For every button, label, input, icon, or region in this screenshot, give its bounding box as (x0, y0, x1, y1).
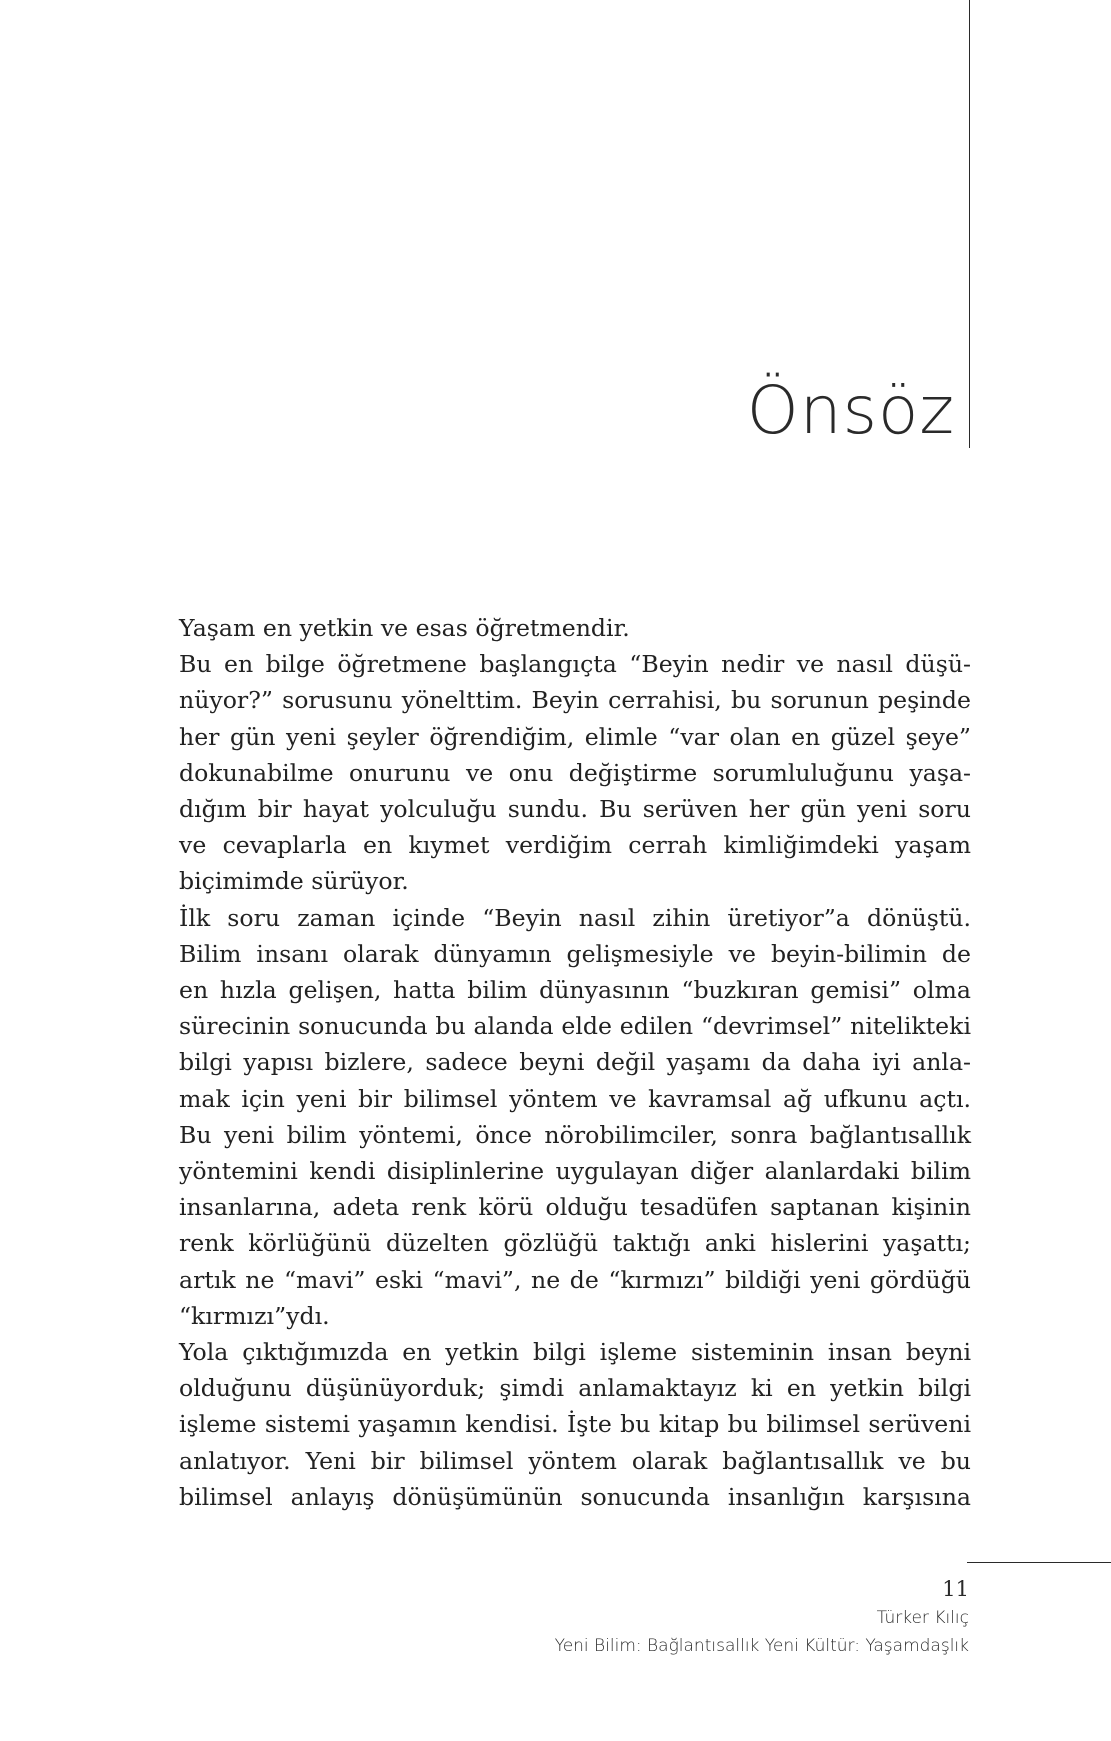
text-line: Yola çıktığımızda en yetkin bilgi işleme sisteminin insan beyni (179, 1338, 971, 1367)
text-line: her gün yeni şeyler öğrendiğim, elimle “var olan en güzel şeye” (179, 722, 971, 751)
author-name: Türker Kılıç (876, 1608, 969, 1628)
footer-rule (967, 1562, 1111, 1563)
text-line: mak için yeni bir bilimsel yöntem ve kavramsal ağ ufkunu açtı. (179, 1084, 971, 1113)
text-line: anlatıyor. Yeni bir bilimsel yöntem olarak bağlantısallık ve bu (179, 1446, 971, 1475)
text-line: Bilim insanı olarak dünyamın gelişmesiyle ve beyin-bilimin de (179, 939, 971, 968)
text-line: ve cevaplarla en kıymet verdiğim cerrah kimliğimdeki yaşam (179, 831, 971, 860)
text-line: yöntemini kendi disiplinlerine uygulayan diğer alanlardaki bilim (179, 1157, 971, 1186)
page-number: 11 (942, 1577, 969, 1601)
text-line: Yaşam en yetkin ve esas öğretmendir. (179, 614, 630, 642)
text-line: dokunabilme onurunu ve onu değiştirme sorumluluğunu yaşa- (179, 758, 971, 787)
book-title: Yeni Bilim: Bağlantısallık Yeni Kültür: Yaşamdaşlık (554, 1636, 969, 1656)
text-line: “kırmızı”ydı. (179, 1301, 330, 1330)
text-line: bilimsel anlayış dönüşümünün sonucunda insanlığın karşısına (179, 1482, 971, 1511)
text-line: en hızla gelişen, hatta bilim dünyasının “buzkıran gemisi” olma (179, 976, 971, 1005)
text-line: insanlarına, adeta renk körü olduğu tesadüfen saptanan kişinin (179, 1193, 971, 1222)
text-line: sürecinin sonucunda bu alanda elde edilen “devrimsel” nitelikteki (179, 1012, 971, 1041)
text-line: olduğunu düşünüyorduk; şimdi anlamaktayız ki en yetkin bilgi (179, 1374, 971, 1403)
text-line: Bu yeni bilim yöntemi, önce nörobilimciler, sonra bağlantısallık (179, 1120, 971, 1149)
page-footer (555, 1574, 969, 1660)
text-line: artık ne “mavi” eski “mavi”, ne de “kırmızı” bildiği yeni gördüğü (179, 1265, 971, 1294)
text-line: işleme sistemi yaşamın kendisi. İşte bu kitap bu bilimsel serüveni (179, 1410, 971, 1439)
chapter-vertical-rule (969, 0, 970, 448)
text-line: renk körlüğünü düzelten gözlüğü taktığı anki hislerini yaşattı; (179, 1229, 971, 1258)
body-text (179, 610, 971, 1515)
text-line: nüyor?” sorusunu yönelttim. Beyin cerrahisi, bu sorunun peşinde (179, 686, 971, 715)
text-line: İlk soru zaman içinde “Beyin nasıl zihin üretiyor”a dönüştü. (179, 903, 971, 932)
text-line: biçimimde sürüyor. (179, 867, 409, 896)
text-line: bilgi yapısı bizlere, sadece beyni değil yaşamı da daha iyi anla- (179, 1048, 971, 1077)
text-line: dığım bir hayat yolculuğu sundu. Bu serüven her gün yeni soru (179, 795, 971, 824)
chapter-title: Önsöz (746, 372, 955, 449)
text-line: Bu en bilge öğretmene başlangıçta “Beyin nedir ve nasıl düşü- (179, 650, 971, 679)
